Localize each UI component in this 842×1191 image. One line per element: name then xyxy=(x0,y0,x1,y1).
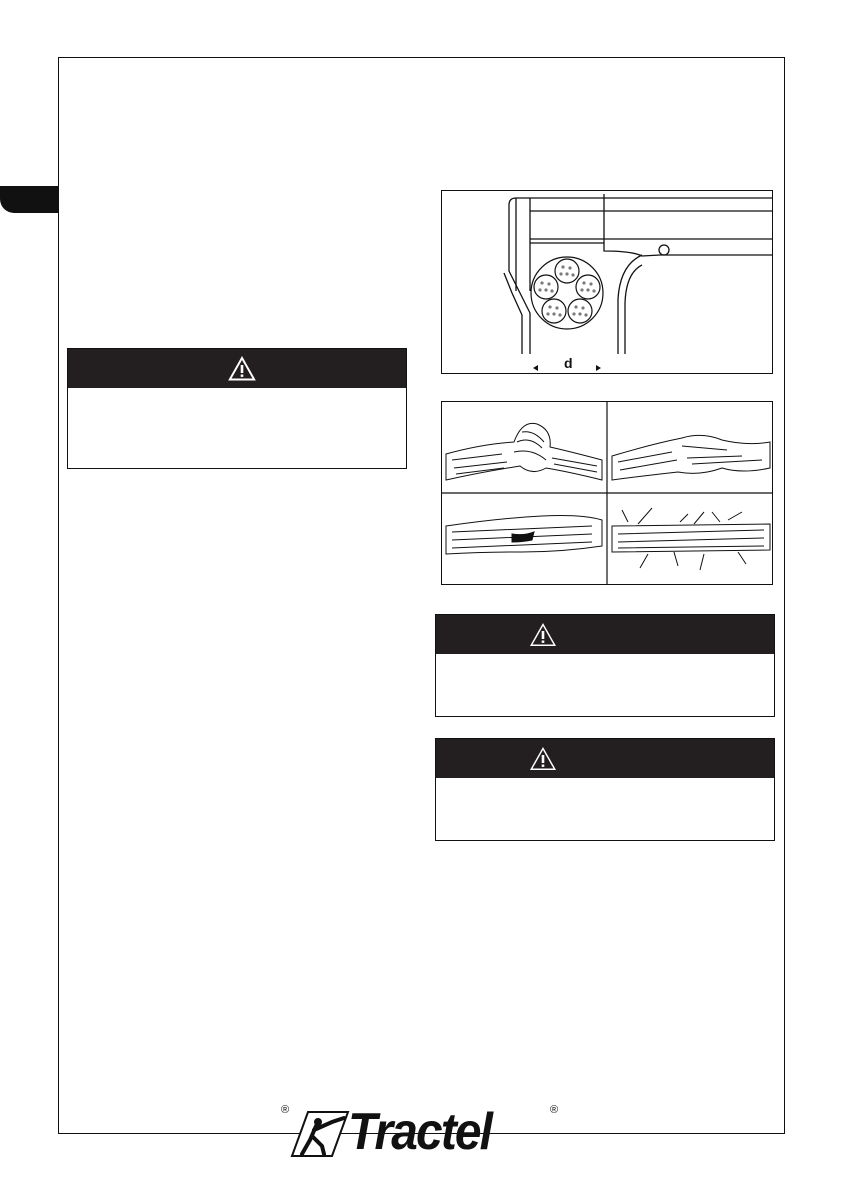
warning-triangle-icon xyxy=(227,355,257,382)
warning-box-1 xyxy=(67,348,407,469)
rope-damage-figure xyxy=(441,401,773,585)
warning-header-bar xyxy=(436,615,774,654)
tractel-logo xyxy=(278,1098,568,1168)
language-tab xyxy=(0,186,58,213)
footer-rule-left xyxy=(58,1133,278,1134)
warning-box-2 xyxy=(435,614,775,717)
caliper-drawing xyxy=(442,191,772,373)
warning-box-3 xyxy=(435,738,775,841)
tractel-man-logo-icon xyxy=(288,1110,350,1158)
warning-header-bar xyxy=(436,739,774,778)
warning-triangle-icon xyxy=(528,745,558,772)
warning-header-bar xyxy=(68,349,406,388)
rope-damage-drawing xyxy=(442,402,772,584)
warning-triangle-icon xyxy=(528,621,558,648)
rope-diameter-caliper-figure xyxy=(441,190,773,374)
registered-mark-right: ® xyxy=(550,1104,559,1116)
footer-rule-right xyxy=(565,1133,785,1134)
registered-mark-left: ® xyxy=(281,1104,290,1116)
brand-wordmark: Tractel xyxy=(348,1103,492,1161)
dimension-d-label: d xyxy=(564,355,573,371)
